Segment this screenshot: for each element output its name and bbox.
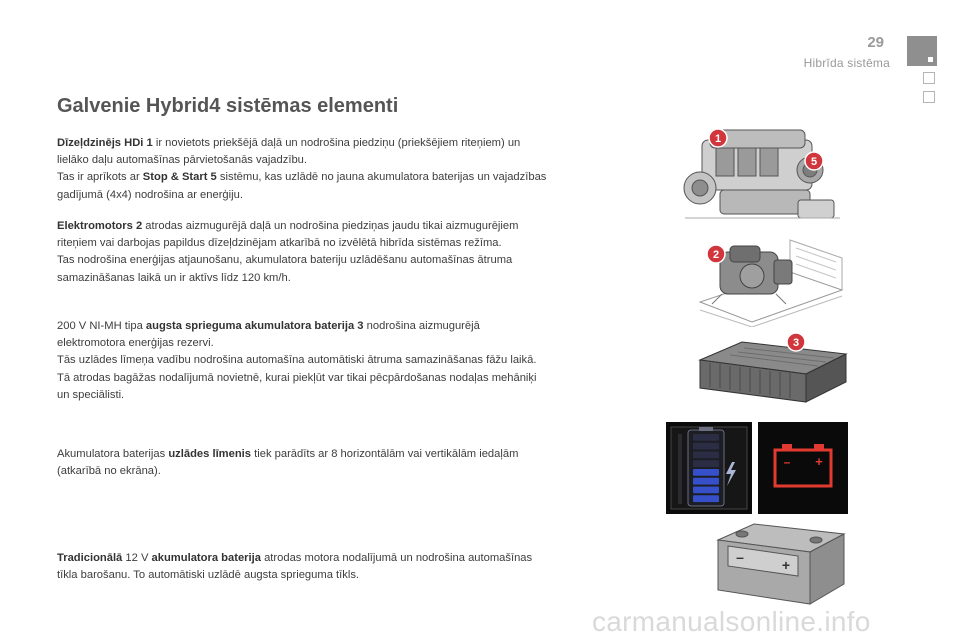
- text: Tas ir aprīkots ar: [57, 171, 143, 184]
- callout-3-icon: [787, 333, 805, 351]
- text: gadījumā (4x4) nodrošina ar enerģiju.: [57, 188, 243, 201]
- text: 12 V: [122, 552, 152, 564]
- text: (atkarībā no ekrāna).: [57, 465, 161, 478]
- minus-sign: –: [783, 455, 791, 469]
- plus-sign: +: [781, 557, 791, 573]
- bold-term: uzlādes līmenis: [168, 448, 252, 460]
- text: Tā atrodas bagāžas nodalījumā novietnē, kurai piekļūt var tikai pēcpārdošanas nodaļas mehāniķi: [57, 371, 537, 384]
- charge-segment: [693, 495, 719, 502]
- charge-segment: [693, 443, 719, 450]
- text: tiek parādīts ar 8 horizontālām vai vertikālām iedaļām: [251, 448, 519, 460]
- text: Akumulatora baterijas: [57, 448, 169, 460]
- text: elektromotora enerģijas rezervi.: [57, 337, 214, 350]
- callout-label: 5: [810, 156, 818, 168]
- charge-segment: [693, 478, 719, 485]
- page-heading: Galvenie Hybrid4 sistēmas elementi: [57, 95, 399, 117]
- hv-battery-illustration: [694, 330, 854, 410]
- text: 200 V NI-MH tipa: [57, 320, 146, 332]
- text: Tas nodrošina enerģijas atjaunošanu, akumulatora bateriju uzlādēšanu automašīnas ātruma: [57, 254, 513, 267]
- text: atrodas motora nodalījumā un nodrošina automašīnas: [260, 552, 533, 564]
- charge-segment: [693, 452, 719, 459]
- text: sistēmu, kas uzlādē no jauna akumulatora baterijas un vajadzības: [216, 171, 547, 184]
- bold-term: akumulatora baterija: [151, 552, 261, 564]
- text: nodrošina aizmugurējā: [363, 320, 480, 332]
- chapter-tab-box: [923, 91, 935, 103]
- bold-term: Tradicionālā: [57, 552, 123, 564]
- text: ir novietots priekšējā daļā un nodrošina piedziņu (priekšējiem riteņiem) un: [152, 137, 521, 149]
- charge-level-vertical-display: [666, 422, 752, 514]
- chapter-tab-marker: [907, 36, 937, 66]
- paragraph-hv-battery: [57, 318, 607, 404]
- page-number: 29: [867, 34, 884, 51]
- text: Tās uzlādes līmeņa vadību nodrošina automašīna automātiski ātruma samazināšanas fāžu laikā.: [57, 354, 537, 367]
- charge-segment: [693, 434, 719, 441]
- charge-segment: [693, 460, 719, 467]
- bold-term: Dīzeļdzinējs HDi 1: [57, 137, 153, 149]
- paragraph-electric-motor: [57, 218, 607, 287]
- text: atrodas aizmugurējā daļā un nodrošina piedziņas jaudu tikai aizmugurējiem: [142, 220, 519, 232]
- paragraph-diesel-engine: [57, 135, 607, 204]
- chapter-tab-box: [923, 72, 935, 84]
- paragraph-charge-level: [57, 446, 607, 480]
- 12v-battery-illustration: [712, 512, 852, 612]
- text: samazināšanas laikā un ir aktīvs līdz 120 km/h.: [57, 271, 291, 284]
- plus-sign: +: [815, 454, 823, 469]
- battery-indicator-display: [758, 422, 848, 514]
- engine-illustration: [680, 118, 850, 228]
- callout-2-icon: [707, 245, 725, 263]
- text: un speciālisti.: [57, 388, 125, 401]
- watermark: carmanualsonline.info: [592, 606, 871, 637]
- callout-label: 2: [712, 249, 720, 261]
- bold-term: Stop & Start 5: [142, 171, 217, 184]
- callout-label: 3: [792, 337, 800, 349]
- callout-5-icon: [805, 152, 823, 170]
- minus-sign: –: [736, 549, 744, 565]
- text: riteņiem vai darbojas papildus dīzeļdzinējam atkarībā no izvēlētā hibrīda sistēmas režīma.: [57, 237, 502, 250]
- text: lielāko daļu automašīnas pārvietošanās vajadzību.: [57, 154, 308, 167]
- electric-motor-illustration: [692, 232, 852, 327]
- charge-segment: [693, 469, 719, 476]
- callout-label: 1: [714, 133, 722, 145]
- bold-term: Elektromotors 2: [57, 220, 143, 232]
- text: tīkla barošanu. To automātiski uzlādē augsta sprieguma tīkls.: [57, 569, 360, 582]
- charge-segment: [693, 487, 719, 494]
- paragraph-12v-battery: [57, 550, 607, 584]
- section-title: Hibrīda sistēma: [803, 56, 890, 70]
- callout-1-icon: [709, 129, 727, 147]
- bold-term: augsta sprieguma akumulatora baterija 3: [145, 320, 364, 332]
